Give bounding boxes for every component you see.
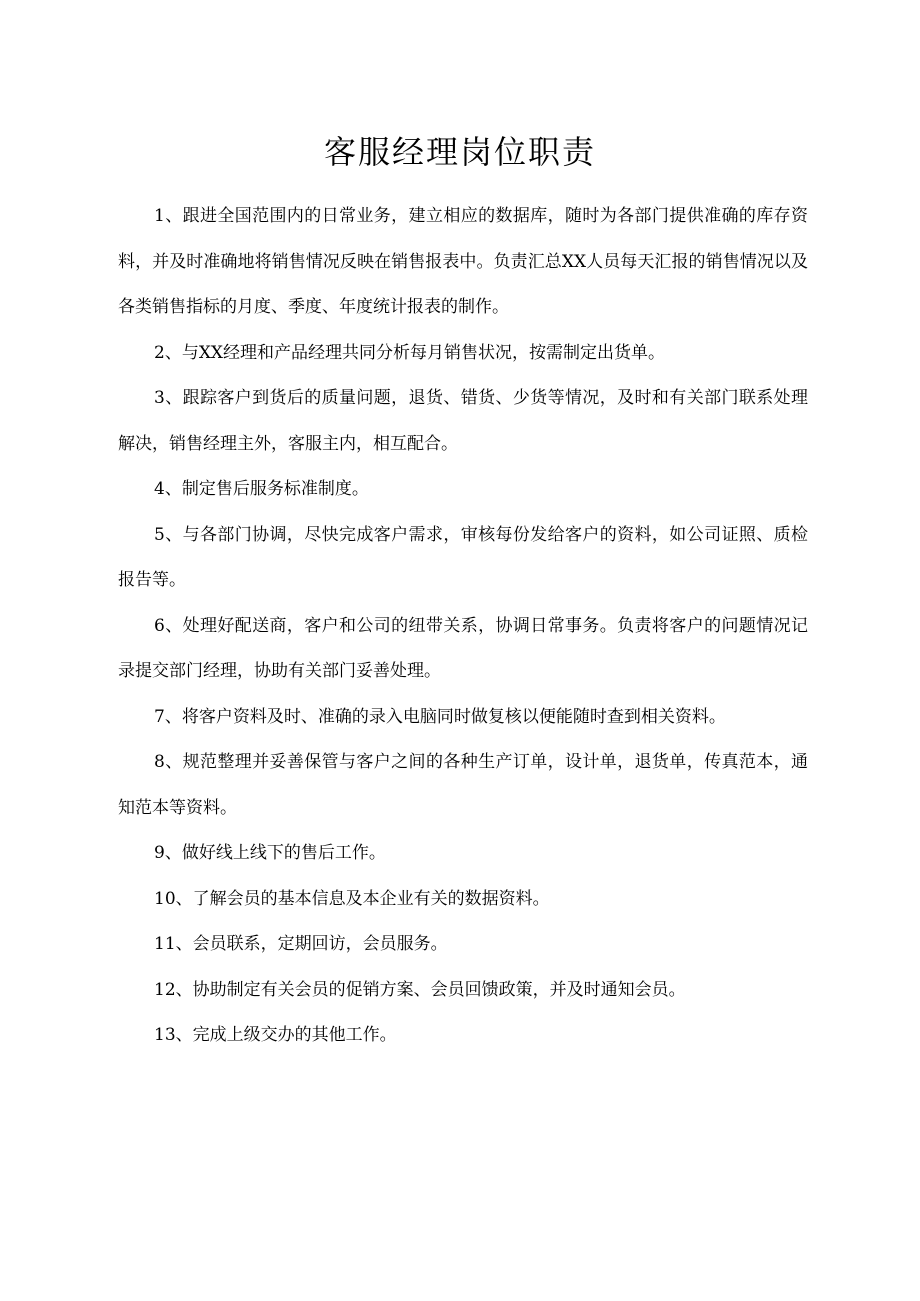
duty-item-9: 9、做好线上线下的售后工作。 (154, 843, 386, 863)
duty-item-7: 7、将客户资料及时、准确的录入电脑同时做复核以便能随时查到相关资料。 (154, 706, 726, 727)
duty-list (118, 194, 808, 1059)
duty-item-8: 8、规范整理并妥善保管与客户之间的各种生产订单，设计单，退货单，传真范本，通知范本等资料。 (118, 752, 808, 818)
page-title: 客服经理岗位职责 (323, 133, 596, 171)
duty-item-5: 5、与各部门协调，尽快完成客户需求，审核每份发给客户的资料，如公司证照、质检报告等。 (118, 524, 808, 590)
duty-item-4: 4、制定售后服务标准制度。 (154, 479, 369, 499)
duty-item-6: 6、处理好配送商，客户和公司的纽带关系，协调日常事务。负责将客户的问题情况记录提交部门经理，协助有关部门妥善处理。 (118, 615, 808, 681)
duty-item-2: 2、与XX经理和产品经理共同分析每月销售状况，按需制定出货单。 (154, 342, 666, 363)
duty-item-3: 3、跟踪客户到货后的质量问题，退货、错货、少货等情况，及时和有关部门联系处理解决，销售经理主外，客服主内，相互配合。 (118, 388, 808, 454)
duty-item-13: 13、完成上级交办的其他工作。 (154, 1025, 397, 1045)
duty-item-10: 10、了解会员的基本信息及本企业有关的数据资料。 (154, 888, 550, 909)
duty-item-1: 1、跟进全国范围内的日常业务，建立相应的数据库，随时为各部门提供准确的库存资料，并及时准确地将销售情况反映在销售报表中。负责汇总XX人员每天汇报的销售情况以及各类销售指标的月度、季度、年度统计报表的制作。 (118, 206, 808, 317)
duty-item-12: 12、协助制定有关会员的促销方案、会员回馈政策，并及时通知会员。 (154, 979, 686, 1000)
duty-item-11: 11、会员联系，定期回访，会员服务。 (154, 934, 448, 954)
